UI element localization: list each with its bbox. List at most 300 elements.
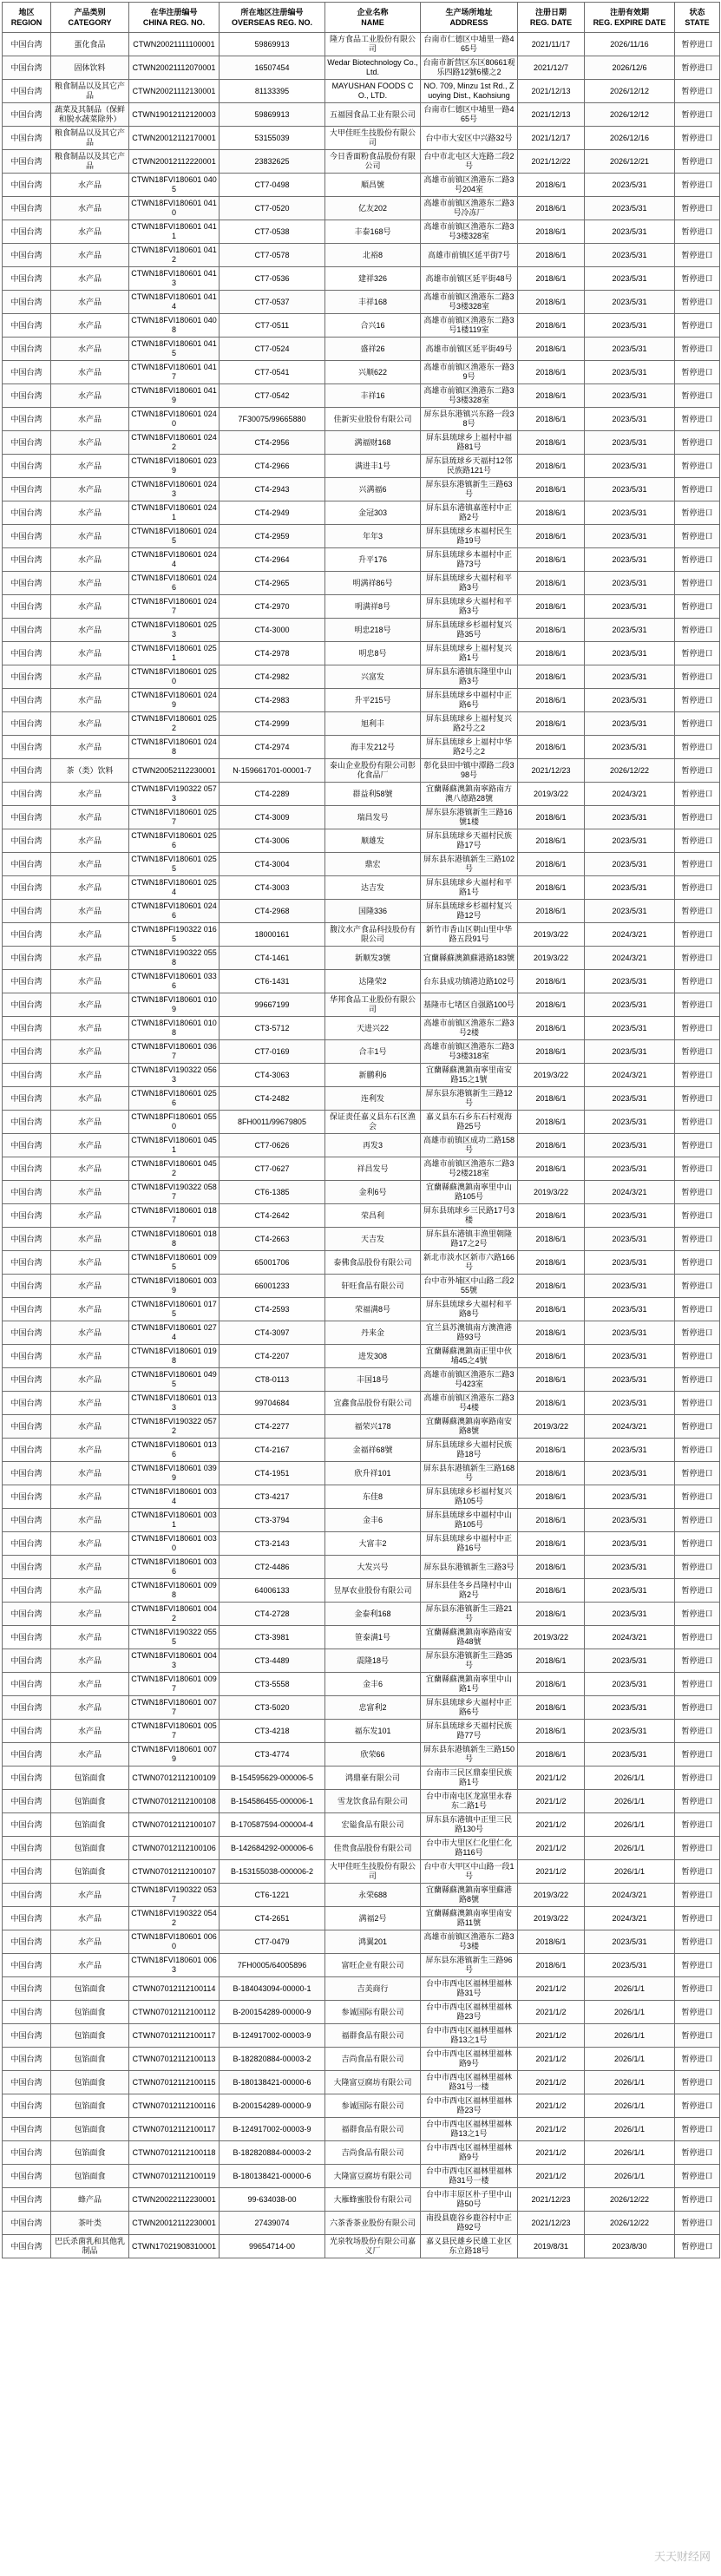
cell-address: 台中市西屯区福林里福林路31号一楼 <box>421 2071 518 2094</box>
cell-category: 水产品 <box>51 947 129 970</box>
cell-reg-expire-date: 2023/5/31 <box>585 384 675 408</box>
cell-china-reg-no: CTWN18FVI180601 0187 <box>129 1204 220 1228</box>
cell-state: 暂停进口 <box>675 1087 720 1111</box>
table-row <box>3 408 720 431</box>
cell-category: 水产品 <box>51 525 129 548</box>
table-row <box>3 220 720 244</box>
cell-china-reg-no: CTWN18FVI180601 0274 <box>129 1321 220 1345</box>
cell-china-reg-no: CTWN18FVI180601 0413 <box>129 267 220 291</box>
cell-category: 水产品 <box>51 1181 129 1204</box>
cell-name: 丰祥168 <box>325 291 421 314</box>
table-row <box>3 1579 720 1603</box>
cell-state: 暂停进口 <box>675 2118 720 2141</box>
cell-reg-expire-date: 2023/5/31 <box>585 665 675 689</box>
cell-reg-expire-date: 2026/12/22 <box>585 2212 675 2235</box>
cell-address: NO. 709, Minzu 1st Rd., Zuoying Dist., Kaohsiung <box>421 80 518 103</box>
cell-overseas-reg-no: B-182820884-00003-2 <box>220 2048 325 2071</box>
cell-reg-expire-date: 2026/12/6 <box>585 56 675 80</box>
table-row <box>3 1813 720 1837</box>
cell-name: 富旺企业有限公司 <box>325 1954 421 1977</box>
cell-reg-date: 2018/6/1 <box>518 829 585 853</box>
cell-category: 固体饮料 <box>51 56 129 80</box>
cell-address: 宜蘭縣蘇澳鎮蘇港路183號 <box>421 947 518 970</box>
cell-reg-date: 2018/6/1 <box>518 314 585 338</box>
cell-state: 暂停进口 <box>675 1509 720 1532</box>
cell-state: 暂停进口 <box>675 1462 720 1485</box>
cell-category: 水产品 <box>51 1720 129 1743</box>
cell-china-reg-no: CTWN18FVI180601 0175 <box>129 1298 220 1321</box>
cell-reg-date: 2019/3/22 <box>518 1181 585 1204</box>
cell-region: 中国台湾 <box>3 1649 51 1673</box>
cell-name: 大甲佳旺生技股份有限公司 <box>325 127 421 150</box>
table-row <box>3 174 720 197</box>
cell-category: 水产品 <box>51 291 129 314</box>
cell-overseas-reg-no: CT3-4218 <box>220 1720 325 1743</box>
cell-region: 中国台湾 <box>3 1462 51 1485</box>
cell-reg-expire-date: 2023/5/31 <box>585 1111 675 1134</box>
cell-category: 水产品 <box>51 970 129 993</box>
cell-address: 高雄市前镇区渔港东二路3号1楼119室 <box>421 314 518 338</box>
cell-overseas-reg-no: CT7-0536 <box>220 267 325 291</box>
cell-overseas-reg-no: 99704684 <box>220 1392 325 1415</box>
cell-name: 瑞昌发号 <box>325 806 421 829</box>
cell-address: 屏东县东港镇新生三路96号 <box>421 1954 518 1977</box>
cell-overseas-reg-no: CT4-2982 <box>220 665 325 689</box>
cell-reg-expire-date: 2023/5/31 <box>585 572 675 595</box>
cell-category: 水产品 <box>51 642 129 665</box>
cell-reg-date: 2021/1/2 <box>518 1790 585 1813</box>
cell-category: 蔬菜及其制品（保鲜和脱水蔬菜除外） <box>51 103 129 127</box>
cell-reg-expire-date: 2026/1/1 <box>585 1860 675 1884</box>
cell-region: 中国台湾 <box>3 759 51 783</box>
cell-address: 新北市淡水区新市六路166号 <box>421 1251 518 1275</box>
cell-address: 台南市仁德区中埔里一路465号 <box>421 103 518 127</box>
cell-category: 粮食制品以及其它产品 <box>51 80 129 103</box>
cell-overseas-reg-no: CT6-1385 <box>220 1181 325 1204</box>
cell-name: 順昌號 <box>325 174 421 197</box>
cell-region: 中国台湾 <box>3 689 51 712</box>
cell-reg-expire-date: 2023/5/31 <box>585 1392 675 1415</box>
cell-reg-expire-date: 2023/5/31 <box>585 619 675 642</box>
cell-state: 暂停进口 <box>675 291 720 314</box>
cell-reg-date: 2021/1/2 <box>518 1860 585 1884</box>
cell-category: 水产品 <box>51 1321 129 1345</box>
cell-china-reg-no: CTWN18FVI180601 0241 <box>129 501 220 525</box>
header-row <box>3 3 720 33</box>
cell-overseas-reg-no: 53155039 <box>220 127 325 150</box>
cell-china-reg-no: CTWN18FVI190322 0587 <box>129 1181 220 1204</box>
cell-address: 屏东县琉球乡上福村中福路81号 <box>421 431 518 455</box>
cell-state: 暂停进口 <box>675 2094 720 2118</box>
table-row <box>3 1204 720 1228</box>
cell-reg-date: 2018/6/1 <box>518 1930 585 1954</box>
cell-region: 中国台湾 <box>3 1392 51 1415</box>
table-row <box>3 1649 720 1673</box>
cell-region: 中国台湾 <box>3 1228 51 1251</box>
cell-reg-expire-date: 2023/5/31 <box>585 712 675 736</box>
cell-reg-date: 2018/6/1 <box>518 876 585 900</box>
cell-reg-date: 2018/6/1 <box>518 1673 585 1696</box>
cell-state: 暂停进口 <box>675 1907 720 1930</box>
cell-china-reg-no: CTWN20012112220001 <box>129 150 220 174</box>
cell-state: 暂停进口 <box>675 501 720 525</box>
table-row <box>3 1743 720 1766</box>
cell-name: 海丰发212号 <box>325 736 421 759</box>
cell-region: 中国台湾 <box>3 736 51 759</box>
cell-overseas-reg-no: CT7-0524 <box>220 338 325 361</box>
cell-address: 宜蘭縣蘇澳鎮南寧里南安路11號 <box>421 1907 518 1930</box>
cell-reg-expire-date: 2023/5/31 <box>585 1603 675 1626</box>
cell-category: 水产品 <box>51 1111 129 1134</box>
table-row <box>3 2235 720 2258</box>
cell-reg-expire-date: 2026/12/22 <box>585 759 675 783</box>
cell-reg-expire-date: 2023/5/31 <box>585 314 675 338</box>
cell-region: 中国台湾 <box>3 56 51 80</box>
cell-category: 水产品 <box>51 783 129 806</box>
cell-overseas-reg-no: CT4-2983 <box>220 689 325 712</box>
cell-category: 水产品 <box>51 1603 129 1626</box>
cell-state: 暂停进口 <box>675 1485 720 1509</box>
cell-reg-expire-date: 2023/5/31 <box>585 1228 675 1251</box>
header-reg-date-en: REG. DATE <box>529 18 573 27</box>
cell-china-reg-no: CTWN18FVI180601 0399 <box>129 1462 220 1485</box>
cell-overseas-reg-no: CT7-0479 <box>220 1930 325 1954</box>
cell-name: 连利发 <box>325 1087 421 1111</box>
cell-reg-expire-date: 2023/5/31 <box>585 1298 675 1321</box>
cell-address: 台中市丰原区朴子里中山路50号 <box>421 2188 518 2212</box>
cell-name: 满福2号 <box>325 1907 421 1930</box>
cell-reg-expire-date: 2023/5/31 <box>585 1673 675 1696</box>
cell-reg-date: 2018/6/1 <box>518 1532 585 1556</box>
cell-region: 中国台湾 <box>3 1907 51 1930</box>
cell-category: 包馅面食 <box>51 2141 129 2165</box>
cell-overseas-reg-no: CT3-3981 <box>220 1626 325 1649</box>
cell-state: 暂停进口 <box>675 947 720 970</box>
cell-state: 暂停进口 <box>675 1766 720 1790</box>
cell-china-reg-no: CTWN18FVI180601 0109 <box>129 993 220 1017</box>
header-address <box>421 3 518 33</box>
cell-state: 暂停进口 <box>675 1204 720 1228</box>
cell-reg-date: 2018/6/1 <box>518 1556 585 1579</box>
cell-state: 暂停进口 <box>675 267 720 291</box>
cell-region: 中国台湾 <box>3 1064 51 1087</box>
cell-category: 水产品 <box>51 1064 129 1087</box>
cell-address: 高雄市前镇区渔港东二路3号204室 <box>421 174 518 197</box>
cell-reg-date: 2021/1/2 <box>518 2165 585 2188</box>
cell-reg-expire-date: 2023/5/31 <box>585 1509 675 1532</box>
table-row <box>3 1111 720 1134</box>
cell-region: 中国台湾 <box>3 595 51 619</box>
cell-state: 暂停进口 <box>675 595 720 619</box>
cell-reg-date: 2018/6/1 <box>518 1509 585 1532</box>
cell-category: 水产品 <box>51 712 129 736</box>
cell-address: 屏东县琉球乡杉福村复兴路105号 <box>421 1485 518 1509</box>
cell-category: 包馅面食 <box>51 2001 129 2024</box>
cell-reg-expire-date: 2023/5/31 <box>585 1275 675 1298</box>
cell-china-reg-no: CTWN18FVI180601 0246 <box>129 900 220 923</box>
cell-region: 中国台湾 <box>3 525 51 548</box>
registry-table-container <box>2 2 719 2258</box>
cell-name: 丰国18号 <box>325 1368 421 1392</box>
cell-overseas-reg-no: CT4-1951 <box>220 1462 325 1485</box>
table-row <box>3 1462 720 1485</box>
table-row <box>3 853 720 876</box>
cell-name: 明忠8号 <box>325 642 421 665</box>
cell-reg-expire-date: 2024/3/21 <box>585 947 675 970</box>
cell-name: 新顺发3號 <box>325 947 421 970</box>
table-row <box>3 244 720 267</box>
cell-china-reg-no: CTWN07012112100117 <box>129 2024 220 2048</box>
cell-overseas-reg-no: CT3-5712 <box>220 1017 325 1040</box>
cell-reg-date: 2021/12/13 <box>518 103 585 127</box>
cell-category: 包馅面食 <box>51 1860 129 1884</box>
cell-china-reg-no: CTWN18FVI180601 0408 <box>129 314 220 338</box>
cell-reg-expire-date: 2023/5/31 <box>585 1040 675 1064</box>
cell-reg-expire-date: 2024/3/21 <box>585 1884 675 1907</box>
cell-overseas-reg-no: 65001706 <box>220 1251 325 1275</box>
cell-reg-expire-date: 2023/5/31 <box>585 853 675 876</box>
cell-china-reg-no: CTWN18FVI180601 0060 <box>129 1930 220 1954</box>
cell-china-reg-no: CTWN18FVI180601 0412 <box>129 244 220 267</box>
cell-region: 中国台湾 <box>3 384 51 408</box>
cell-china-reg-no: CTWN18FVI180601 0250 <box>129 665 220 689</box>
cell-address: 屏东县东港镇兴东路一段38号 <box>421 408 518 431</box>
cell-category: 蜂产品 <box>51 2188 129 2212</box>
cell-name: 建祥326 <box>325 267 421 291</box>
cell-state: 暂停进口 <box>675 1111 720 1134</box>
cell-reg-date: 2018/6/1 <box>518 853 585 876</box>
cell-category: 水产品 <box>51 197 129 220</box>
cell-reg-expire-date: 2026/1/1 <box>585 1837 675 1860</box>
cell-address: 台中市大甲区中山路一段1号 <box>421 1860 518 1884</box>
cell-region: 中国台湾 <box>3 2141 51 2165</box>
cell-overseas-reg-no: CT4-2482 <box>220 1087 325 1111</box>
cell-reg-expire-date: 2023/5/31 <box>585 174 675 197</box>
cell-category: 水产品 <box>51 455 129 478</box>
cell-region: 中国台湾 <box>3 103 51 127</box>
cell-region: 中国台湾 <box>3 1532 51 1556</box>
header-category-cn: 产品类别 <box>74 8 106 16</box>
cell-region: 中国台湾 <box>3 1860 51 1884</box>
cell-state: 暂停进口 <box>675 829 720 853</box>
cell-name: 今日香面粉食品股份有限公司 <box>325 150 421 174</box>
cell-china-reg-no: CTWN18FVI180601 0452 <box>129 1157 220 1181</box>
cell-region: 中国台湾 <box>3 1790 51 1813</box>
cell-name: 光泉牧场股份有限公司嘉义厂 <box>325 2235 421 2258</box>
cell-name: 天进兴22 <box>325 1017 421 1040</box>
cell-reg-expire-date: 2023/5/31 <box>585 1743 675 1766</box>
cell-address: 屏东县佳冬乡昌隆村中山路2号 <box>421 1579 518 1603</box>
cell-address: 嘉义县民雄乡民雄工业区东立路18号 <box>421 2235 518 2258</box>
cell-reg-date: 2021/1/2 <box>518 2094 585 2118</box>
cell-reg-date: 2018/6/1 <box>518 1087 585 1111</box>
cell-state: 暂停进口 <box>675 1368 720 1392</box>
cell-category: 水产品 <box>51 1673 129 1696</box>
cell-name: 忠富利2 <box>325 1696 421 1720</box>
table-row <box>3 525 720 548</box>
cell-china-reg-no: CTWN18FVI180601 0198 <box>129 1345 220 1368</box>
cell-name: 吉尚食品有限公司 <box>325 2048 421 2071</box>
cell-state: 暂停进口 <box>675 2141 720 2165</box>
cell-overseas-reg-no: CT3-3794 <box>220 1509 325 1532</box>
cell-overseas-reg-no: B-142684292-000006-6 <box>220 1837 325 1860</box>
cell-name: 保证责任嘉义县东石区渔会 <box>325 1111 421 1134</box>
cell-category: 水产品 <box>51 876 129 900</box>
cell-state: 暂停进口 <box>675 2048 720 2071</box>
cell-reg-date: 2018/6/1 <box>518 1392 585 1415</box>
cell-reg-date: 2018/6/1 <box>518 736 585 759</box>
cell-category: 水产品 <box>51 1462 129 1485</box>
cell-address: 高雄市前镇区渔港东二路3号3楼328室 <box>421 384 518 408</box>
cell-name: 群益利58號 <box>325 783 421 806</box>
cell-reg-date: 2021/1/2 <box>518 1977 585 2001</box>
cell-reg-date: 2018/6/1 <box>518 1462 585 1485</box>
cell-address: 台东县成功镇港边路102号 <box>421 970 518 993</box>
cell-name: 参诚国际有限公司 <box>325 2094 421 2118</box>
cell-region: 中国台湾 <box>3 2165 51 2188</box>
cell-state: 暂停进口 <box>675 689 720 712</box>
cell-state: 暂停进口 <box>675 1696 720 1720</box>
cell-china-reg-no: CTWN07012112100107 <box>129 1860 220 1884</box>
cell-category: 水产品 <box>51 1884 129 1907</box>
cell-address: 高雄市前镇区渔港东二路3号2楼 <box>421 1017 518 1040</box>
cell-state: 暂停进口 <box>675 1040 720 1064</box>
cell-region: 中国台湾 <box>3 947 51 970</box>
cell-reg-expire-date: 2024/3/21 <box>585 1064 675 1087</box>
cell-china-reg-no: CTWN18FVI180601 0057 <box>129 1720 220 1743</box>
cell-china-reg-no: CTWN07012112100114 <box>129 1977 220 2001</box>
table-row <box>3 1439 720 1462</box>
cell-name: 达隆荣2 <box>325 970 421 993</box>
cell-reg-expire-date: 2023/5/31 <box>585 970 675 993</box>
cell-reg-expire-date: 2023/5/31 <box>585 1439 675 1462</box>
cell-reg-expire-date: 2023/5/31 <box>585 197 675 220</box>
cell-category: 包馅面食 <box>51 2165 129 2188</box>
cell-reg-date: 2021/11/17 <box>518 33 585 56</box>
cell-state: 暂停进口 <box>675 993 720 1017</box>
cell-region: 中国台湾 <box>3 1673 51 1696</box>
cell-address: 台中市大安区中兴路32号 <box>421 127 518 150</box>
cell-category: 水产品 <box>51 220 129 244</box>
cell-reg-expire-date: 2026/1/1 <box>585 2001 675 2024</box>
cell-region: 中国台湾 <box>3 1954 51 1977</box>
cell-china-reg-no: CTWN18FVI180601 0036 <box>129 1556 220 1579</box>
cell-overseas-reg-no: CT4-2642 <box>220 1204 325 1228</box>
cell-overseas-reg-no: CT4-3000 <box>220 619 325 642</box>
table-row <box>3 829 720 853</box>
cell-category: 水产品 <box>51 244 129 267</box>
cell-china-reg-no: CTWN20021112070001 <box>129 56 220 80</box>
cell-region: 中国台湾 <box>3 1017 51 1040</box>
cell-address: 屏东县琉球乡三民路17号3楼 <box>421 1204 518 1228</box>
cell-region: 中国台湾 <box>3 150 51 174</box>
cell-region: 中国台湾 <box>3 1509 51 1532</box>
cell-region: 中国台湾 <box>3 2188 51 2212</box>
table-row <box>3 642 720 665</box>
table-header <box>3 3 720 33</box>
cell-category: 包馅面食 <box>51 1813 129 1837</box>
cell-state: 暂停进口 <box>675 2071 720 2094</box>
table-row <box>3 103 720 127</box>
cell-category: 包馅面食 <box>51 2118 129 2141</box>
cell-region: 中国台湾 <box>3 361 51 384</box>
cell-name: 升平215号 <box>325 689 421 712</box>
cell-state: 暂停进口 <box>675 1017 720 1040</box>
cell-overseas-reg-no: 8FH0011/99679805 <box>220 1111 325 1134</box>
cell-overseas-reg-no: CT7-0627 <box>220 1157 325 1181</box>
cell-name: 参诚国际有限公司 <box>325 2001 421 2024</box>
cell-state: 暂停进口 <box>675 1790 720 1813</box>
cell-reg-expire-date: 2024/3/21 <box>585 1626 675 1649</box>
cell-region: 中国台湾 <box>3 1439 51 1462</box>
cell-overseas-reg-no: CT3-5558 <box>220 1673 325 1696</box>
cell-address: 屏东县东港镇中正里三民路130号 <box>421 1813 518 1837</box>
cell-reg-date: 2018/6/1 <box>518 1298 585 1321</box>
cell-name: 达吉发 <box>325 876 421 900</box>
cell-state: 暂停进口 <box>675 1228 720 1251</box>
table-row <box>3 197 720 220</box>
cell-category: 水产品 <box>51 1275 129 1298</box>
table-row <box>3 1017 720 1040</box>
cell-state: 暂停进口 <box>675 127 720 150</box>
cell-reg-date: 2018/6/1 <box>518 712 585 736</box>
header-reg-date <box>518 3 585 33</box>
registry-table <box>2 2 720 2258</box>
cell-state: 暂停进口 <box>675 80 720 103</box>
cell-reg-date: 2019/3/22 <box>518 947 585 970</box>
cell-region: 中国台湾 <box>3 2071 51 2094</box>
cell-state: 暂停进口 <box>675 900 720 923</box>
cell-name: 大隆富豆腐坊有限公司 <box>325 2071 421 2094</box>
cell-category: 茶（类）饮料 <box>51 759 129 783</box>
cell-category: 茶叶类 <box>51 2212 129 2235</box>
cell-reg-expire-date: 2023/5/31 <box>585 1251 675 1275</box>
cell-address: 屏东县琉球乡中福村中正路6号 <box>421 689 518 712</box>
cell-reg-date: 2018/6/1 <box>518 993 585 1017</box>
cell-overseas-reg-no: CT4-2965 <box>220 572 325 595</box>
cell-china-reg-no: CTWN18FVI180601 0039 <box>129 1275 220 1298</box>
cell-state: 暂停进口 <box>675 1134 720 1157</box>
cell-name: 金泰利168 <box>325 1603 421 1626</box>
cell-reg-expire-date: 2023/5/31 <box>585 1134 675 1157</box>
cell-overseas-reg-no: CT4-2207 <box>220 1345 325 1368</box>
table-row <box>3 431 720 455</box>
cell-reg-date: 2018/6/1 <box>518 642 585 665</box>
table-row <box>3 759 720 783</box>
table-row <box>3 2141 720 2165</box>
cell-address: 宜兰县苏澳镇南方澳渔港路93号 <box>421 1321 518 1345</box>
cell-state: 暂停进口 <box>675 923 720 947</box>
cell-reg-expire-date: 2023/5/31 <box>585 1345 675 1368</box>
cell-name: 欣荣66 <box>325 1743 421 1766</box>
cell-reg-date: 2018/6/1 <box>518 1696 585 1720</box>
cell-category: 粮食制品以及其它产品 <box>51 127 129 150</box>
cell-china-reg-no: CTWN18FVI190322 0537 <box>129 1884 220 1907</box>
cell-region: 中国台湾 <box>3 806 51 829</box>
cell-reg-date: 2018/6/1 <box>518 267 585 291</box>
table-row <box>3 736 720 759</box>
cell-reg-expire-date: 2023/5/31 <box>585 220 675 244</box>
cell-reg-date: 2018/6/1 <box>518 1345 585 1368</box>
cell-china-reg-no: CTWN18FVI180601 0414 <box>129 291 220 314</box>
table-row <box>3 1485 720 1509</box>
cell-name: 宏镒食品有限公司 <box>325 1813 421 1837</box>
cell-reg-expire-date: 2023/5/31 <box>585 736 675 759</box>
cell-state: 暂停进口 <box>675 478 720 501</box>
cell-category: 水产品 <box>51 1157 129 1181</box>
cell-reg-date: 2018/6/1 <box>518 1954 585 1977</box>
cell-overseas-reg-no: CT4-2289 <box>220 783 325 806</box>
